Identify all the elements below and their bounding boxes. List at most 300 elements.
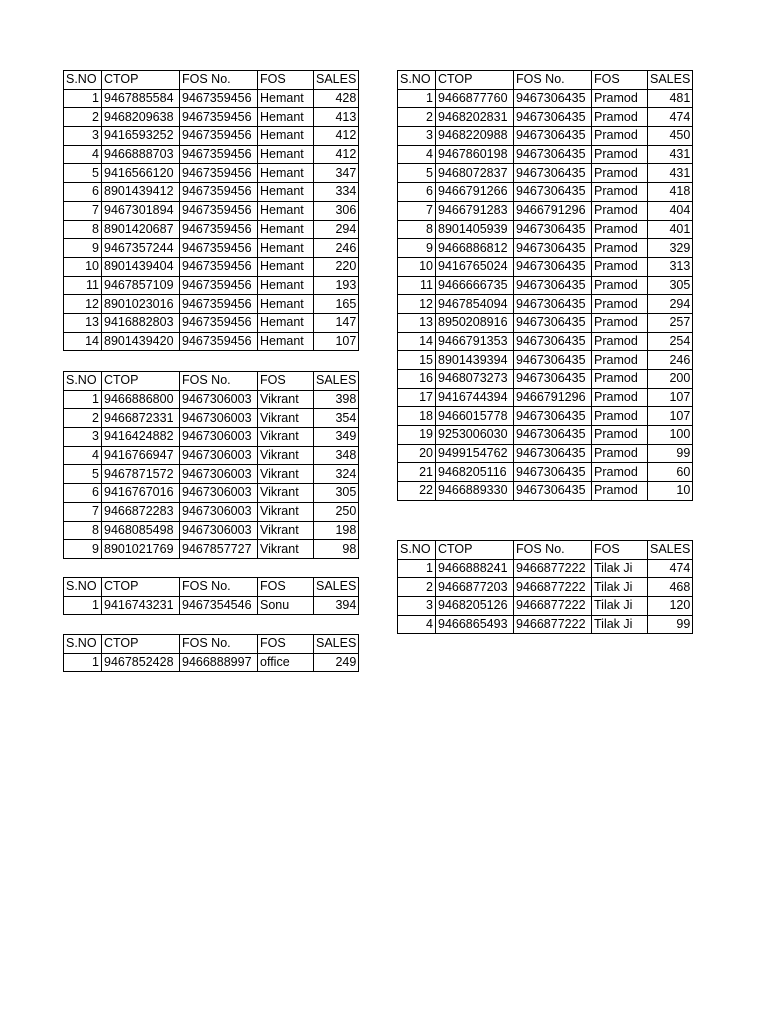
header-fos: FOS [258,635,314,654]
cell-sales: 10 [648,482,693,501]
cell-sno: 9 [398,239,436,258]
cell-sno: 22 [398,482,436,501]
cell-fos: Pramod [592,257,648,276]
cell-fos: Vikrant [258,409,314,428]
cell-sales: 474 [648,559,693,578]
cell-sno: 1 [64,390,102,409]
table-row [398,183,693,202]
cell-fos-no: 9467306003 [180,409,258,428]
cell-fos-no: 9467359456 [180,220,258,239]
cell-fos: Vikrant [258,521,314,540]
cell-fos: Pramod [592,444,648,463]
cell-sno: 16 [398,370,436,389]
cell-fos: Pramod [592,351,648,370]
cell-fos: Vikrant [258,428,314,447]
cell-sno: 11 [64,276,102,295]
cell-fos: Hemant [258,257,314,276]
cell-fos: Hemant [258,201,314,220]
cell-ctop: 9253006030 [436,426,514,445]
cell-sno: 15 [398,351,436,370]
table-row [398,239,693,258]
cell-fos-no: 9467857727 [180,540,258,559]
cell-fos-no: 9467306435 [514,313,592,332]
cell-ctop: 9468205126 [436,597,514,616]
header-sales: SALES [314,635,359,654]
cell-ctop: 9467301894 [102,201,180,220]
cell-fos: Hemant [258,164,314,183]
cell-sno: 6 [64,484,102,503]
sales-table-tilak [397,540,693,634]
cell-sales: 305 [314,484,359,503]
cell-sno: 6 [398,183,436,202]
cell-sno: 19 [398,426,436,445]
cell-fos-no: 9467359456 [180,108,258,127]
cell-fos: Pramod [592,220,648,239]
header-fos: FOS [258,71,314,90]
cell-ctop: 8901439412 [102,183,180,202]
cell-sales: 334 [314,183,359,202]
header-sno: S.NO [64,578,102,597]
cell-ctop: 9467852428 [102,653,180,672]
cell-fos: Vikrant [258,465,314,484]
cell-ctop: 9466877760 [436,89,514,108]
table-row [64,428,359,447]
header-fos: FOS [258,372,314,391]
cell-ctop: 9467885584 [102,89,180,108]
cell-sales: 468 [648,578,693,597]
cell-fos: Hemant [258,145,314,164]
header-sno: S.NO [398,541,436,560]
cell-sno: 4 [398,615,436,634]
cell-sales: 60 [648,463,693,482]
cell-ctop: 9468085498 [102,521,180,540]
cell-fos-no: 9467306435 [514,295,592,314]
cell-fos-no: 9467359456 [180,145,258,164]
cell-fos: Pramod [592,332,648,351]
cell-sno: 7 [398,201,436,220]
cell-fos: Pramod [592,463,648,482]
header-ctop: CTOP [102,635,180,654]
table-row [64,596,359,615]
table-row [398,164,693,183]
cell-sno: 20 [398,444,436,463]
cell-sno: 1 [398,559,436,578]
cell-fos: Pramod [592,108,648,127]
cell-sales: 401 [648,220,693,239]
cell-sno: 4 [64,145,102,164]
cell-sno: 21 [398,463,436,482]
table-row [64,164,359,183]
header-sales: SALES [648,541,693,560]
cell-fos: Pramod [592,201,648,220]
cell-ctop: 9468202831 [436,108,514,127]
cell-sales: 413 [314,108,359,127]
table-row [64,257,359,276]
cell-ctop: 9466889330 [436,482,514,501]
cell-sno: 8 [64,521,102,540]
header-fos-no: FOS No. [180,372,258,391]
cell-sales: 294 [314,220,359,239]
table-row [64,390,359,409]
cell-sno: 3 [64,428,102,447]
table-row [398,89,693,108]
sales-table-sonu [63,577,359,615]
table-row [64,89,359,108]
header-ctop: CTOP [102,71,180,90]
cell-sno: 5 [64,164,102,183]
cell-fos-no: 9466877222 [514,615,592,634]
header-sno: S.NO [64,71,102,90]
cell-fos-no: 9467306003 [180,465,258,484]
cell-sales: 349 [314,428,359,447]
cell-sno: 4 [398,145,436,164]
cell-fos: Pramod [592,239,648,258]
cell-ctop: 9466015778 [436,407,514,426]
cell-fos-no: 9467306435 [514,183,592,202]
cell-sno: 4 [64,446,102,465]
header-sales: SALES [648,71,693,90]
cell-ctop: 9466886800 [102,390,180,409]
cell-ctop: 9468205116 [436,463,514,482]
cell-ctop: 9467854094 [436,295,514,314]
cell-ctop: 9466886812 [436,239,514,258]
cell-ctop: 9468073273 [436,370,514,389]
table-row [398,220,693,239]
cell-ctop: 8950208916 [436,313,514,332]
cell-sno: 14 [64,332,102,351]
cell-sno: 10 [64,257,102,276]
cell-fos-no: 9467354546 [180,596,258,615]
table-row [64,313,359,332]
sales-table-office [63,634,359,672]
cell-fos-no: 9467306435 [514,444,592,463]
cell-fos: Hemant [258,239,314,258]
cell-ctop: 9468072837 [436,164,514,183]
cell-fos-no: 9467306003 [180,446,258,465]
sales-table-hemant [63,70,359,351]
cell-sales: 404 [648,201,693,220]
cell-sales: 450 [648,127,693,146]
header-fos-no: FOS No. [180,578,258,597]
cell-fos-no: 9467306435 [514,164,592,183]
cell-fos: Pramod [592,313,648,332]
cell-fos-no: 9467306435 [514,220,592,239]
cell-sno: 7 [64,502,102,521]
cell-ctop: 9416882803 [102,313,180,332]
cell-sales: 147 [314,313,359,332]
cell-ctop: 9467871572 [102,465,180,484]
cell-fos-no: 9467306435 [514,127,592,146]
table-row [398,295,693,314]
table-row [64,127,359,146]
cell-fos-no: 9467359456 [180,201,258,220]
cell-fos-no: 9467306435 [514,257,592,276]
cell-sales: 257 [648,313,693,332]
cell-fos-no: 9467359456 [180,183,258,202]
cell-fos: Pramod [592,145,648,164]
cell-ctop: 9466666735 [436,276,514,295]
sales-table-vikrant [63,371,359,559]
cell-ctop: 8901420687 [102,220,180,239]
header-ctop: CTOP [102,578,180,597]
cell-sno: 14 [398,332,436,351]
cell-fos-no: 9467359456 [180,127,258,146]
cell-fos-no: 9467306435 [514,407,592,426]
cell-sales: 198 [314,521,359,540]
cell-fos-no: 9467306435 [514,426,592,445]
cell-fos: Hemant [258,295,314,314]
table-row [398,351,693,370]
cell-ctop: 8901021769 [102,540,180,559]
cell-sales: 306 [314,201,359,220]
cell-sales: 398 [314,390,359,409]
cell-fos: Pramod [592,276,648,295]
cell-ctop: 8901439394 [436,351,514,370]
cell-ctop: 9416566120 [102,164,180,183]
cell-sales: 348 [314,446,359,465]
header-fos-no: FOS No. [514,71,592,90]
cell-ctop: 9416744394 [436,388,514,407]
cell-fos-no: 9467359456 [180,257,258,276]
table-row [398,145,693,164]
cell-fos: Hemant [258,108,314,127]
cell-sales: 347 [314,164,359,183]
cell-ctop: 9467857109 [102,276,180,295]
cell-sales: 246 [314,239,359,258]
table-row [64,295,359,314]
table-row [64,332,359,351]
cell-sno: 12 [398,295,436,314]
cell-fos: Vikrant [258,502,314,521]
cell-sno: 6 [64,183,102,202]
cell-sales: 98 [314,540,359,559]
cell-fos: Vikrant [258,390,314,409]
cell-sno: 17 [398,388,436,407]
cell-sales: 294 [648,295,693,314]
cell-sales: 107 [648,388,693,407]
cell-sno: 7 [64,201,102,220]
header-sales: SALES [314,372,359,391]
table-row [64,409,359,428]
cell-sno: 3 [64,127,102,146]
cell-sno: 2 [64,409,102,428]
cell-fos: Pramod [592,370,648,389]
cell-sales: 431 [648,164,693,183]
cell-ctop: 9467357244 [102,239,180,258]
cell-fos-no: 9467306003 [180,428,258,447]
cell-fos-no: 9467306435 [514,463,592,482]
table-row [64,521,359,540]
cell-fos: Tilak Ji [592,597,648,616]
header-sno: S.NO [64,635,102,654]
cell-fos: Hemant [258,276,314,295]
table-row [398,463,693,482]
cell-fos: Pramod [592,127,648,146]
cell-sno: 10 [398,257,436,276]
cell-fos-no: 9467306435 [514,239,592,258]
cell-sales: 481 [648,89,693,108]
table-row [64,502,359,521]
cell-fos: Hemant [258,183,314,202]
header-fos: FOS [258,578,314,597]
cell-ctop: 9499154762 [436,444,514,463]
cell-sno: 9 [64,540,102,559]
cell-ctop: 9416593252 [102,127,180,146]
cell-sales: 165 [314,295,359,314]
table-row [398,407,693,426]
cell-sales: 200 [648,370,693,389]
cell-fos-no: 9467359456 [180,313,258,332]
cell-ctop: 9468220988 [436,127,514,146]
table-row [64,183,359,202]
cell-sales: 412 [314,145,359,164]
sales-table-pramod [397,70,693,501]
cell-fos: Pramod [592,407,648,426]
cell-fos-no: 9467306435 [514,145,592,164]
table-row [398,597,693,616]
table-row [64,484,359,503]
cell-sales: 249 [314,653,359,672]
cell-fos-no: 9467306003 [180,390,258,409]
header-ctop: CTOP [102,372,180,391]
cell-sales: 99 [648,444,693,463]
cell-fos-no: 9466877222 [514,597,592,616]
cell-ctop: 9416765024 [436,257,514,276]
table-row [64,201,359,220]
cell-sno: 5 [398,164,436,183]
table-header-row [64,372,359,391]
table-header-row [64,635,359,654]
cell-fos-no: 9467306435 [514,332,592,351]
cell-fos: Pramod [592,295,648,314]
cell-fos-no: 9467306435 [514,108,592,127]
cell-fos: Pramod [592,426,648,445]
cell-sno: 2 [398,108,436,127]
cell-sno: 8 [64,220,102,239]
cell-sales: 250 [314,502,359,521]
header-ctop: CTOP [436,541,514,560]
cell-fos: Hemant [258,220,314,239]
cell-ctop: 9466791353 [436,332,514,351]
cell-fos: Hemant [258,127,314,146]
cell-fos-no: 9466791296 [514,388,592,407]
cell-fos-no: 9467306003 [180,521,258,540]
cell-sales: 246 [648,351,693,370]
cell-sno: 11 [398,276,436,295]
cell-sales: 193 [314,276,359,295]
cell-ctop: 9416767016 [102,484,180,503]
table-header-row [398,541,693,560]
cell-sales: 120 [648,597,693,616]
cell-fos: Pramod [592,388,648,407]
cell-sales: 412 [314,127,359,146]
cell-sales: 324 [314,465,359,484]
table-row [398,482,693,501]
table-row [398,276,693,295]
cell-fos-no: 9467306435 [514,276,592,295]
cell-ctop: 9466791283 [436,201,514,220]
header-fos: FOS [592,541,648,560]
cell-fos-no: 9467359456 [180,89,258,108]
cell-sno: 8 [398,220,436,239]
header-fos-no: FOS No. [180,71,258,90]
cell-ctop: 9416766947 [102,446,180,465]
cell-fos: Sonu [258,596,314,615]
cell-fos: Pramod [592,482,648,501]
cell-ctop: 9466888241 [436,559,514,578]
cell-sales: 354 [314,409,359,428]
cell-fos-no: 9466888997 [180,653,258,672]
table-row [64,220,359,239]
cell-sno: 1 [64,653,102,672]
header-fos-no: FOS No. [514,541,592,560]
cell-fos-no: 9467359456 [180,332,258,351]
table-row [64,239,359,258]
header-fos-no: FOS No. [180,635,258,654]
header-sales: SALES [314,71,359,90]
table-row [398,426,693,445]
cell-fos: Vikrant [258,484,314,503]
cell-fos-no: 9466877222 [514,578,592,597]
table-row [398,559,693,578]
table-row [398,615,693,634]
table-row [64,540,359,559]
cell-sales: 107 [314,332,359,351]
cell-ctop: 9466865493 [436,615,514,634]
cell-sno: 3 [398,597,436,616]
cell-sales: 305 [648,276,693,295]
cell-fos: Tilak Ji [592,578,648,597]
cell-ctop: 9416743231 [102,596,180,615]
cell-fos-no: 9467359456 [180,239,258,258]
cell-ctop: 9416424882 [102,428,180,447]
table-row [398,370,693,389]
table-row [64,465,359,484]
cell-fos-no: 9467359456 [180,295,258,314]
cell-sno: 12 [64,295,102,314]
cell-sales: 100 [648,426,693,445]
cell-fos: Pramod [592,89,648,108]
cell-fos-no: 9467306435 [514,351,592,370]
header-sales: SALES [314,578,359,597]
table-row [64,446,359,465]
cell-fos: Vikrant [258,446,314,465]
table-row [64,276,359,295]
header-ctop: CTOP [436,71,514,90]
table-row [398,444,693,463]
cell-fos-no: 9467306435 [514,89,592,108]
cell-sales: 220 [314,257,359,276]
cell-fos: Hemant [258,332,314,351]
cell-ctop: 9466888703 [102,145,180,164]
cell-fos-no: 9467359456 [180,164,258,183]
cell-sno: 13 [64,313,102,332]
cell-fos-no: 9467359456 [180,276,258,295]
cell-sno: 13 [398,313,436,332]
cell-ctop: 9466872331 [102,409,180,428]
cell-ctop: 9466791266 [436,183,514,202]
cell-fos: Pramod [592,183,648,202]
cell-fos-no: 9467306435 [514,482,592,501]
cell-ctop: 9466872283 [102,502,180,521]
cell-fos-no: 9467306003 [180,502,258,521]
table-header-row [398,71,693,90]
cell-ctop: 9468209638 [102,108,180,127]
cell-sno: 2 [64,108,102,127]
cell-fos: Hemant [258,313,314,332]
table-row [398,127,693,146]
table-row [64,145,359,164]
